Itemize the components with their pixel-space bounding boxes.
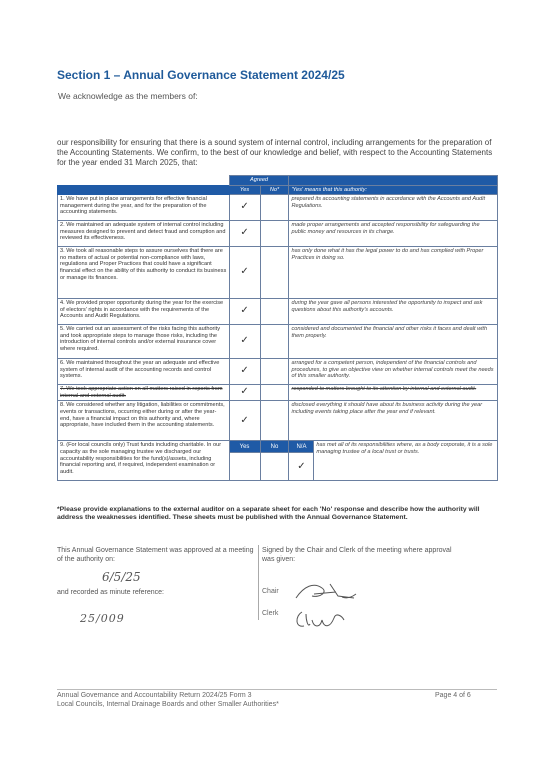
governance-table	[57, 175, 498, 481]
footer-line-2: Local Councils, Internal Drainage Boards and other Smaller Authorities*	[57, 700, 279, 708]
footer-rule	[57, 689, 497, 690]
footer-line-1: Annual Governance and Accountability Return 2024/25 Form 3	[57, 692, 252, 699]
yes-tick: ✓	[229, 195, 260, 221]
table-row: 1. We have put in place arrangements for effective financial management during the year, and for the preparation of the accounting statements. ✓ prepared its accounting statements in accordance with the Accounts and Audit Regulations.	[58, 195, 498, 221]
no-header: No*	[260, 185, 289, 195]
table-row: 3. We took all reasonable steps to assure ourselves that there are no matters of actual or potential non-compliance with laws, regulations and Proper Practices that could have a significant financial effect on the ability of this authority to conduct its business or manage its finances. ✓ has only done what it has the legal power to do and has complied with Proper Practices in doing so.	[58, 247, 498, 299]
table-row: 2. We maintained an adequate system of internal control including measures designed to prevent and detect fraud and corruption and reviewed its effectiveness. ✓ made proper arrangements and accepted responsibility for safeguarding the public money and resources in its charge.	[58, 221, 498, 247]
means-header: 'Yes' means that this authority:	[289, 185, 498, 195]
footer	[57, 692, 279, 709]
minute-text: and recorded as minute reference:	[57, 589, 165, 596]
yes-tick: ✓	[229, 385, 260, 401]
clerk-signature	[292, 606, 352, 632]
section-title: Section 1 – Annual Governance Statement 2024/25	[57, 68, 345, 82]
approved-text: This Annual Governance Statement was approved at a meeting of the authority on:	[57, 547, 254, 563]
intro-paragraph: our responsibility for ensuring that there is a sound system of internal control, including arrangements for the preparation of the Accounting Statements. We confirm, to the best of our knowledge and belief, with respect to the Accounting Statements for the year ended 31 March 2025, that:	[57, 138, 493, 167]
explanation-note: *Please provide explanations to the external auditor on a separate sheet for each 'No' response and describe how the authority will address the weaknesses identified. These sheets must be published with the Annual Governance Statement.	[57, 506, 480, 522]
yes-tick: ✓	[229, 247, 260, 299]
page-number: Page 4 of 6	[435, 692, 471, 699]
table-row: 5. We carried out an assessment of the risks facing this authority and took appropriate steps to manage those risks, including the introduction of internal controls and/or external insurance cover where required. ✓ considered and documented the financial and other risks it faces and dealt with them properly.	[58, 325, 498, 359]
minute-ref-handwritten: 25/009	[80, 612, 125, 625]
yes-tick: ✓	[229, 359, 260, 385]
yes-tick: ✓	[229, 221, 260, 247]
table-row: 9. (For local councils only) Trust funds including charitable. In our capacity as the sole managing trustee we discharged our accountability responsibilities for the fund(s)/assets, including financial reporting and, if required, independent examination or audit. Yes No N/A has met all of its responsibilities where, as a body corporate, it is a sole managing trustee of a local trust or trusts.	[58, 441, 498, 453]
signed-text: Signed by the Chair and Clerk of the meeting where approval was given:	[262, 547, 452, 563]
agreed-header: Agreed	[229, 176, 289, 186]
yes-tick: ✓	[229, 401, 260, 441]
divider	[258, 545, 259, 620]
table-row: 4. We provided proper opportunity during the year for the exercise of electors' rights in accordance with the requirements of the Accounts and Audit Regulations. ✓ during the year gave all persons interested the opportunity to inspect and ask questions about this authority's accounts.	[58, 299, 498, 325]
yes-tick: ✓	[229, 325, 260, 359]
yes-tick: ✓	[229, 299, 260, 325]
table-row: 7. We took appropriate action on all matters raised in reports from internal and external audit. ✓ responded to matters brought to its attention by internal and external audit.	[58, 385, 498, 401]
approval-date-handwritten: 6/5/25	[102, 570, 141, 584]
clerk-label: Clerk	[262, 610, 279, 617]
chair-label: Chair	[262, 588, 279, 595]
acknowledge-line: We acknowledge as the members of:	[58, 91, 198, 101]
table-row: 8. We considered whether any litigation, liabilities or commitments, events or transactions, occurring either during or after the year-end, have a financial impact on this authority and, where appropriate, have included them in the accounting statements. ✓ disclosed everything it should have about its business activity during the year including events taking place after the year end if relevant.	[58, 401, 498, 441]
chair-signature	[292, 576, 362, 604]
table-row: 6. We maintained throughout the year an adequate and effective system of internal audit of the accounting records and control systems. ✓ arranged for a competent person, independent of the financial controls and procedures, to give an objective view on whether internal controls meet the needs of this smaller authority.	[58, 359, 498, 385]
yes-header: Yes	[229, 185, 260, 195]
na-tick: ✓	[289, 453, 314, 481]
